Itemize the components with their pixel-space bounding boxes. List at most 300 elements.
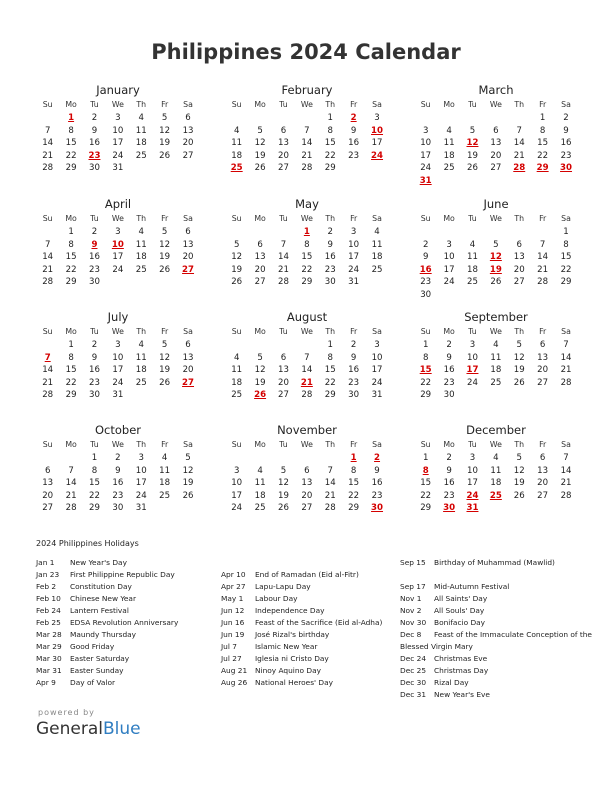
day-cell[interactable]: 8 xyxy=(68,239,74,250)
day-cell[interactable]: 22 xyxy=(324,377,336,388)
day-cell[interactable]: 10 xyxy=(420,138,432,148)
day-cell[interactable]: 19 xyxy=(159,365,171,375)
day-cell[interactable]: 26 xyxy=(513,377,525,388)
day-cell[interactable]: 24 xyxy=(467,377,478,388)
day-cell[interactable]: 16 xyxy=(560,138,572,148)
day-cell[interactable]: 28 xyxy=(65,503,77,513)
day-cell[interactable]: 8 xyxy=(304,239,310,250)
day-cell[interactable]: 21 xyxy=(560,478,572,488)
day-cell[interactable]: 27 xyxy=(42,503,54,513)
day-cell[interactable]: 8 xyxy=(422,352,429,363)
day-cell[interactable]: 5 xyxy=(469,125,476,136)
day-cell[interactable]: 12 xyxy=(159,125,171,136)
day-cell[interactable]: 18 xyxy=(135,252,147,262)
holiday-day-cell[interactable]: 16 xyxy=(419,264,432,275)
day-cell[interactable]: 17 xyxy=(135,478,147,488)
day-cell[interactable]: 7 xyxy=(563,453,569,463)
day-cell[interactable]: 14 xyxy=(65,478,77,488)
day-cell[interactable]: 28 xyxy=(42,390,54,400)
day-cell[interactable]: 24 xyxy=(348,264,360,275)
holiday-day-cell[interactable]: 15 xyxy=(419,365,432,375)
day-cell[interactable]: 28 xyxy=(278,277,289,287)
day-cell[interactable]: 4 xyxy=(138,113,144,123)
day-cell[interactable]: 9 xyxy=(350,125,357,136)
day-cell[interactable]: 22 xyxy=(420,377,432,388)
day-cell[interactable]: 15 xyxy=(560,252,572,262)
day-cell[interactable]: 25 xyxy=(490,377,502,388)
day-cell[interactable]: 1 xyxy=(422,340,429,350)
day-cell[interactable]: 6 xyxy=(185,227,191,237)
day-cell[interactable]: 3 xyxy=(446,239,452,250)
day-cell[interactable]: 12 xyxy=(278,478,289,488)
day-cell[interactable]: 4 xyxy=(233,352,240,363)
day-cell[interactable]: 23 xyxy=(89,377,100,388)
day-cell[interactable]: 25 xyxy=(159,490,171,501)
day-cell[interactable]: 28 xyxy=(560,377,572,388)
day-cell[interactable]: 3 xyxy=(422,125,429,136)
day-cell[interactable]: 4 xyxy=(161,453,168,463)
day-cell[interactable]: 20 xyxy=(182,365,194,375)
day-cell[interactable]: 12 xyxy=(231,252,243,262)
day-cell[interactable]: 18 xyxy=(231,150,243,161)
day-cell[interactable]: 17 xyxy=(348,252,360,262)
holiday-day-cell[interactable]: 1 xyxy=(68,113,75,123)
day-cell[interactable]: 9 xyxy=(563,125,569,136)
day-cell[interactable]: 30 xyxy=(112,503,124,513)
day-cell[interactable]: 11 xyxy=(231,365,243,375)
day-cell[interactable]: 6 xyxy=(44,465,51,476)
day-cell[interactable]: 22 xyxy=(65,377,77,388)
day-cell[interactable]: 19 xyxy=(231,264,243,275)
day-cell[interactable]: 23 xyxy=(89,264,100,275)
day-cell[interactable]: 18 xyxy=(443,150,455,161)
day-cell[interactable]: 7 xyxy=(44,239,51,250)
day-cell[interactable]: 25 xyxy=(254,503,266,513)
day-cell[interactable]: 31 xyxy=(371,390,383,400)
holiday-day-cell[interactable]: 25 xyxy=(230,163,243,173)
day-cell[interactable]: 11 xyxy=(467,252,478,262)
holiday-day-cell[interactable]: 26 xyxy=(254,390,267,400)
day-cell[interactable]: 4 xyxy=(493,453,499,463)
day-cell[interactable]: 27 xyxy=(513,277,525,287)
day-cell[interactable]: 23 xyxy=(324,264,336,275)
day-cell[interactable]: 2 xyxy=(350,340,357,350)
day-cell[interactable]: 29 xyxy=(65,277,77,287)
day-cell[interactable]: 4 xyxy=(374,227,380,237)
day-cell[interactable]: 26 xyxy=(467,163,478,173)
day-cell[interactable]: 23 xyxy=(112,490,124,501)
day-cell[interactable]: 29 xyxy=(89,503,100,513)
holiday-day-cell[interactable]: 28 xyxy=(513,163,526,173)
day-cell[interactable]: 27 xyxy=(278,390,289,400)
holiday-day-cell[interactable]: 1 xyxy=(303,227,310,237)
day-cell[interactable]: 13 xyxy=(182,352,194,363)
day-cell[interactable]: 19 xyxy=(159,138,171,148)
holiday-day-cell[interactable]: 24 xyxy=(466,490,479,501)
day-cell[interactable]: 16 xyxy=(324,252,336,262)
day-cell[interactable]: 7 xyxy=(327,465,333,476)
day-cell[interactable]: 4 xyxy=(469,239,476,250)
day-cell[interactable]: 4 xyxy=(138,340,144,350)
holiday-day-cell[interactable]: 12 xyxy=(466,138,479,148)
day-cell[interactable]: 19 xyxy=(513,478,525,488)
day-cell[interactable]: 29 xyxy=(420,390,432,400)
holiday-day-cell[interactable]: 27 xyxy=(182,377,195,388)
day-cell[interactable]: 5 xyxy=(161,113,168,123)
day-cell[interactable]: 17 xyxy=(112,365,124,375)
day-cell[interactable]: 31 xyxy=(135,503,147,513)
day-cell[interactable]: 15 xyxy=(65,252,77,262)
day-cell[interactable]: 24 xyxy=(231,503,243,513)
day-cell[interactable]: 17 xyxy=(112,252,124,262)
day-cell[interactable]: 19 xyxy=(254,150,266,161)
day-cell[interactable]: 14 xyxy=(301,365,313,375)
day-cell[interactable]: 7 xyxy=(280,239,287,250)
day-cell[interactable]: 8 xyxy=(539,125,546,136)
day-cell[interactable]: 30 xyxy=(89,390,100,400)
day-cell[interactable]: 9 xyxy=(446,465,452,476)
day-cell[interactable]: 6 xyxy=(539,453,546,463)
day-cell[interactable]: 5 xyxy=(161,340,168,350)
day-cell[interactable]: 22 xyxy=(89,490,100,501)
day-cell[interactable]: 2 xyxy=(91,113,98,123)
day-cell[interactable]: 24 xyxy=(371,377,383,388)
day-cell[interactable]: 13 xyxy=(513,252,525,262)
day-cell[interactable]: 28 xyxy=(301,163,313,173)
day-cell[interactable]: 10 xyxy=(443,252,455,262)
day-cell[interactable]: 29 xyxy=(65,390,77,400)
day-cell[interactable]: 16 xyxy=(443,478,455,488)
day-cell[interactable]: 22 xyxy=(348,490,360,501)
day-cell[interactable]: 24 xyxy=(112,264,124,275)
day-cell[interactable]: 28 xyxy=(537,277,549,287)
holiday-day-cell[interactable]: 12 xyxy=(489,252,502,262)
day-cell[interactable]: 20 xyxy=(513,264,525,275)
day-cell[interactable]: 14 xyxy=(278,252,289,262)
day-cell[interactable]: 13 xyxy=(182,239,194,250)
day-cell[interactable]: 5 xyxy=(516,453,522,463)
day-cell[interactable]: 21 xyxy=(560,365,572,375)
day-cell[interactable]: 3 xyxy=(115,227,121,237)
holiday-day-cell[interactable]: 25 xyxy=(489,490,502,501)
day-cell[interactable]: 26 xyxy=(254,163,266,173)
holiday-day-cell[interactable]: 17 xyxy=(466,365,479,375)
day-cell[interactable]: 18 xyxy=(371,252,383,262)
day-cell[interactable]: 14 xyxy=(537,252,549,262)
day-cell[interactable]: 1 xyxy=(422,453,429,463)
day-cell[interactable]: 18 xyxy=(467,264,478,275)
day-cell[interactable]: 10 xyxy=(231,478,243,488)
day-cell[interactable]: 2 xyxy=(91,227,98,237)
day-cell[interactable]: 16 xyxy=(443,365,455,375)
day-cell[interactable]: 5 xyxy=(161,227,168,237)
day-cell[interactable]: 14 xyxy=(560,465,572,476)
day-cell[interactable]: 11 xyxy=(490,465,502,476)
day-cell[interactable]: 24 xyxy=(420,163,432,173)
day-cell[interactable]: 18 xyxy=(159,478,171,488)
holiday-day-cell[interactable]: 24 xyxy=(371,150,384,161)
day-cell[interactable]: 20 xyxy=(182,252,194,262)
day-cell[interactable]: 14 xyxy=(324,478,336,488)
day-cell[interactable]: 12 xyxy=(182,465,194,476)
day-cell[interactable]: 23 xyxy=(420,277,432,287)
day-cell[interactable]: 2 xyxy=(446,340,452,350)
day-cell[interactable]: 10 xyxy=(112,125,124,136)
day-cell[interactable]: 3 xyxy=(138,453,144,463)
day-cell[interactable]: 30 xyxy=(443,390,455,400)
day-cell[interactable]: 14 xyxy=(513,138,525,148)
day-cell[interactable]: 11 xyxy=(254,478,266,488)
day-cell[interactable]: 2 xyxy=(327,227,333,237)
day-cell[interactable]: 18 xyxy=(231,377,243,388)
day-cell[interactable]: 26 xyxy=(231,277,243,287)
day-cell[interactable]: 24 xyxy=(112,377,124,388)
day-cell[interactable]: 3 xyxy=(469,340,476,350)
day-cell[interactable]: 2 xyxy=(91,340,98,350)
day-cell[interactable]: 30 xyxy=(324,277,336,287)
day-cell[interactable]: 9 xyxy=(446,352,452,363)
day-cell[interactable]: 16 xyxy=(112,478,124,488)
day-cell[interactable]: 28 xyxy=(42,277,54,287)
day-cell[interactable]: 9 xyxy=(91,352,98,363)
day-cell[interactable]: 26 xyxy=(490,277,502,287)
day-cell[interactable]: 21 xyxy=(65,490,77,501)
day-cell[interactable]: 15 xyxy=(301,252,313,262)
day-cell[interactable]: 16 xyxy=(89,365,100,375)
day-cell[interactable]: 25 xyxy=(231,390,243,400)
day-cell[interactable]: 15 xyxy=(65,138,77,148)
day-cell[interactable]: 6 xyxy=(185,113,191,123)
day-cell[interactable]: 16 xyxy=(348,365,360,375)
day-cell[interactable]: 9 xyxy=(350,352,357,363)
day-cell[interactable]: 8 xyxy=(350,465,357,476)
day-cell[interactable]: 24 xyxy=(135,490,147,501)
day-cell[interactable]: 22 xyxy=(420,490,432,501)
day-cell[interactable]: 10 xyxy=(135,465,147,476)
day-cell[interactable]: 4 xyxy=(138,227,144,237)
day-cell[interactable]: 13 xyxy=(537,465,549,476)
day-cell[interactable]: 17 xyxy=(443,264,455,275)
day-cell[interactable]: 8 xyxy=(68,125,74,136)
day-cell[interactable]: 29 xyxy=(420,503,432,513)
day-cell[interactable]: 6 xyxy=(516,239,522,250)
holiday-day-cell[interactable]: 10 xyxy=(371,125,384,136)
day-cell[interactable]: 30 xyxy=(348,390,360,400)
day-cell[interactable]: 11 xyxy=(443,138,455,148)
holiday-day-cell[interactable]: 27 xyxy=(182,264,195,275)
day-cell[interactable]: 13 xyxy=(254,252,266,262)
day-cell[interactable]: 12 xyxy=(254,365,266,375)
day-cell[interactable]: 26 xyxy=(278,503,289,513)
holiday-day-cell[interactable]: 8 xyxy=(422,465,429,476)
day-cell[interactable]: 21 xyxy=(301,150,313,161)
day-cell[interactable]: 19 xyxy=(513,365,525,375)
day-cell[interactable]: 20 xyxy=(301,490,313,501)
day-cell[interactable]: 6 xyxy=(185,340,191,350)
day-cell[interactable]: 9 xyxy=(327,239,333,250)
day-cell[interactable]: 17 xyxy=(371,365,383,375)
day-cell[interactable]: 7 xyxy=(563,340,569,350)
day-cell[interactable]: 25 xyxy=(135,264,147,275)
day-cell[interactable]: 28 xyxy=(301,390,313,400)
day-cell[interactable]: 11 xyxy=(135,352,147,363)
day-cell[interactable]: 29 xyxy=(65,163,77,173)
day-cell[interactable]: 29 xyxy=(324,390,336,400)
holiday-day-cell[interactable]: 23 xyxy=(88,150,101,161)
day-cell[interactable]: 5 xyxy=(233,239,240,250)
day-cell[interactable]: 29 xyxy=(560,277,572,287)
day-cell[interactable]: 19 xyxy=(159,252,171,262)
day-cell[interactable]: 5 xyxy=(257,352,263,363)
day-cell[interactable]: 6 xyxy=(539,340,546,350)
day-cell[interactable]: 14 xyxy=(42,365,54,375)
day-cell[interactable]: 2 xyxy=(115,453,121,463)
holiday-day-cell[interactable]: 31 xyxy=(419,175,432,186)
day-cell[interactable]: 23 xyxy=(371,490,383,501)
holiday-day-cell[interactable]: 10 xyxy=(111,239,124,250)
day-cell[interactable]: 26 xyxy=(159,264,171,275)
brand-logo[interactable] xyxy=(36,719,141,739)
day-cell[interactable]: 8 xyxy=(327,352,333,363)
day-cell[interactable]: 2 xyxy=(446,453,452,463)
day-cell[interactable]: 8 xyxy=(68,352,74,363)
day-cell[interactable]: 13 xyxy=(278,365,289,375)
day-cell[interactable]: 14 xyxy=(42,138,54,148)
holiday-day-cell[interactable]: 31 xyxy=(466,503,479,513)
day-cell[interactable]: 29 xyxy=(348,503,360,513)
day-cell[interactable]: 28 xyxy=(560,490,572,501)
day-cell[interactable]: 27 xyxy=(537,377,549,388)
day-cell[interactable]: 16 xyxy=(89,252,100,262)
day-cell[interactable]: 19 xyxy=(254,377,266,388)
day-cell[interactable]: 22 xyxy=(537,150,549,161)
day-cell[interactable]: 27 xyxy=(182,150,194,161)
day-cell[interactable]: 9 xyxy=(422,252,429,262)
day-cell[interactable]: 4 xyxy=(257,465,263,476)
day-cell[interactable]: 3 xyxy=(115,113,121,123)
day-cell[interactable]: 14 xyxy=(560,352,572,363)
day-cell[interactable]: 11 xyxy=(231,138,243,148)
day-cell[interactable]: 16 xyxy=(89,138,100,148)
day-cell[interactable]: 26 xyxy=(159,377,171,388)
holiday-day-cell[interactable]: 29 xyxy=(536,163,549,173)
day-cell[interactable]: 20 xyxy=(278,377,289,388)
day-cell[interactable]: 18 xyxy=(135,138,147,148)
day-cell[interactable]: 22 xyxy=(65,150,77,161)
day-cell[interactable]: 29 xyxy=(301,277,313,287)
day-cell[interactable]: 1 xyxy=(327,340,333,350)
day-cell[interactable]: 18 xyxy=(490,478,502,488)
day-cell[interactable]: 15 xyxy=(537,138,549,148)
day-cell[interactable]: 13 xyxy=(490,138,502,148)
day-cell[interactable]: 27 xyxy=(278,163,289,173)
day-cell[interactable]: 12 xyxy=(254,138,266,148)
holiday-day-cell[interactable]: 2 xyxy=(374,453,381,463)
day-cell[interactable]: 6 xyxy=(257,239,263,250)
day-cell[interactable]: 20 xyxy=(537,478,549,488)
day-cell[interactable]: 26 xyxy=(513,490,525,501)
day-cell[interactable]: 3 xyxy=(115,340,121,350)
day-cell[interactable]: 12 xyxy=(159,352,171,363)
holiday-day-cell[interactable]: 1 xyxy=(350,453,357,463)
day-cell[interactable]: 4 xyxy=(446,125,452,136)
holiday-day-cell[interactable]: 30 xyxy=(560,163,573,173)
holiday-day-cell[interactable]: 21 xyxy=(300,377,313,388)
day-cell[interactable]: 7 xyxy=(68,465,74,476)
day-cell[interactable]: 26 xyxy=(159,150,171,161)
day-cell[interactable]: 20 xyxy=(42,490,54,501)
day-cell[interactable]: 4 xyxy=(493,340,499,350)
day-cell[interactable]: 23 xyxy=(560,150,572,161)
day-cell[interactable]: 7 xyxy=(539,239,546,250)
day-cell[interactable]: 30 xyxy=(89,277,100,287)
day-cell[interactable]: 13 xyxy=(537,352,549,363)
day-cell[interactable]: 18 xyxy=(254,490,266,501)
day-cell[interactable]: 19 xyxy=(467,150,478,161)
day-cell[interactable]: 13 xyxy=(42,478,54,488)
day-cell[interactable]: 1 xyxy=(68,227,74,237)
day-cell[interactable]: 16 xyxy=(348,138,360,148)
day-cell[interactable]: 13 xyxy=(301,478,313,488)
day-cell[interactable]: 31 xyxy=(112,390,124,400)
day-cell[interactable]: 1 xyxy=(539,113,546,123)
day-cell[interactable]: 25 xyxy=(443,163,455,173)
day-cell[interactable]: 11 xyxy=(135,239,147,250)
holiday-day-cell[interactable]: 30 xyxy=(371,503,384,513)
day-cell[interactable]: 10 xyxy=(112,352,124,363)
day-cell[interactable]: 15 xyxy=(324,365,336,375)
day-cell[interactable]: 6 xyxy=(280,352,287,363)
day-cell[interactable]: 7 xyxy=(516,125,522,136)
day-cell[interactable]: 15 xyxy=(65,365,77,375)
day-cell[interactable]: 11 xyxy=(159,465,171,476)
day-cell[interactable]: 7 xyxy=(304,352,310,363)
day-cell[interactable]: 24 xyxy=(112,150,124,161)
day-cell[interactable]: 1 xyxy=(327,113,333,123)
day-cell[interactable]: 17 xyxy=(231,490,243,501)
holiday-day-cell[interactable]: 2 xyxy=(350,113,357,123)
day-cell[interactable]: 21 xyxy=(42,150,54,161)
day-cell[interactable]: 18 xyxy=(135,365,147,375)
day-cell[interactable]: 6 xyxy=(493,125,499,136)
day-cell[interactable]: 3 xyxy=(374,113,380,123)
day-cell[interactable]: 21 xyxy=(278,264,289,275)
day-cell[interactable]: 11 xyxy=(490,352,502,363)
day-cell[interactable]: 10 xyxy=(371,352,383,363)
day-cell[interactable]: 8 xyxy=(327,125,333,136)
day-cell[interactable]: 8 xyxy=(91,465,98,476)
day-cell[interactable]: 3 xyxy=(350,227,357,237)
day-cell[interactable]: 13 xyxy=(182,125,194,136)
day-cell[interactable]: 2 xyxy=(422,239,429,250)
day-cell[interactable]: 25 xyxy=(467,277,478,287)
day-cell[interactable]: 10 xyxy=(467,465,478,476)
day-cell[interactable]: 9 xyxy=(115,465,121,476)
day-cell[interactable]: 31 xyxy=(112,163,124,173)
day-cell[interactable]: 1 xyxy=(563,227,569,237)
holiday-day-cell[interactable]: 9 xyxy=(91,239,98,250)
day-cell[interactable]: 5 xyxy=(280,465,287,476)
day-cell[interactable]: 27 xyxy=(254,277,266,287)
day-cell[interactable]: 23 xyxy=(443,377,455,388)
holiday-day-cell[interactable]: 19 xyxy=(489,264,502,275)
day-cell[interactable]: 18 xyxy=(490,365,502,375)
day-cell[interactable]: 27 xyxy=(537,490,549,501)
day-cell[interactable]: 3 xyxy=(374,340,380,350)
day-cell[interactable]: 21 xyxy=(42,264,54,275)
day-cell[interactable]: 17 xyxy=(112,138,124,148)
day-cell[interactable]: 8 xyxy=(563,239,569,250)
